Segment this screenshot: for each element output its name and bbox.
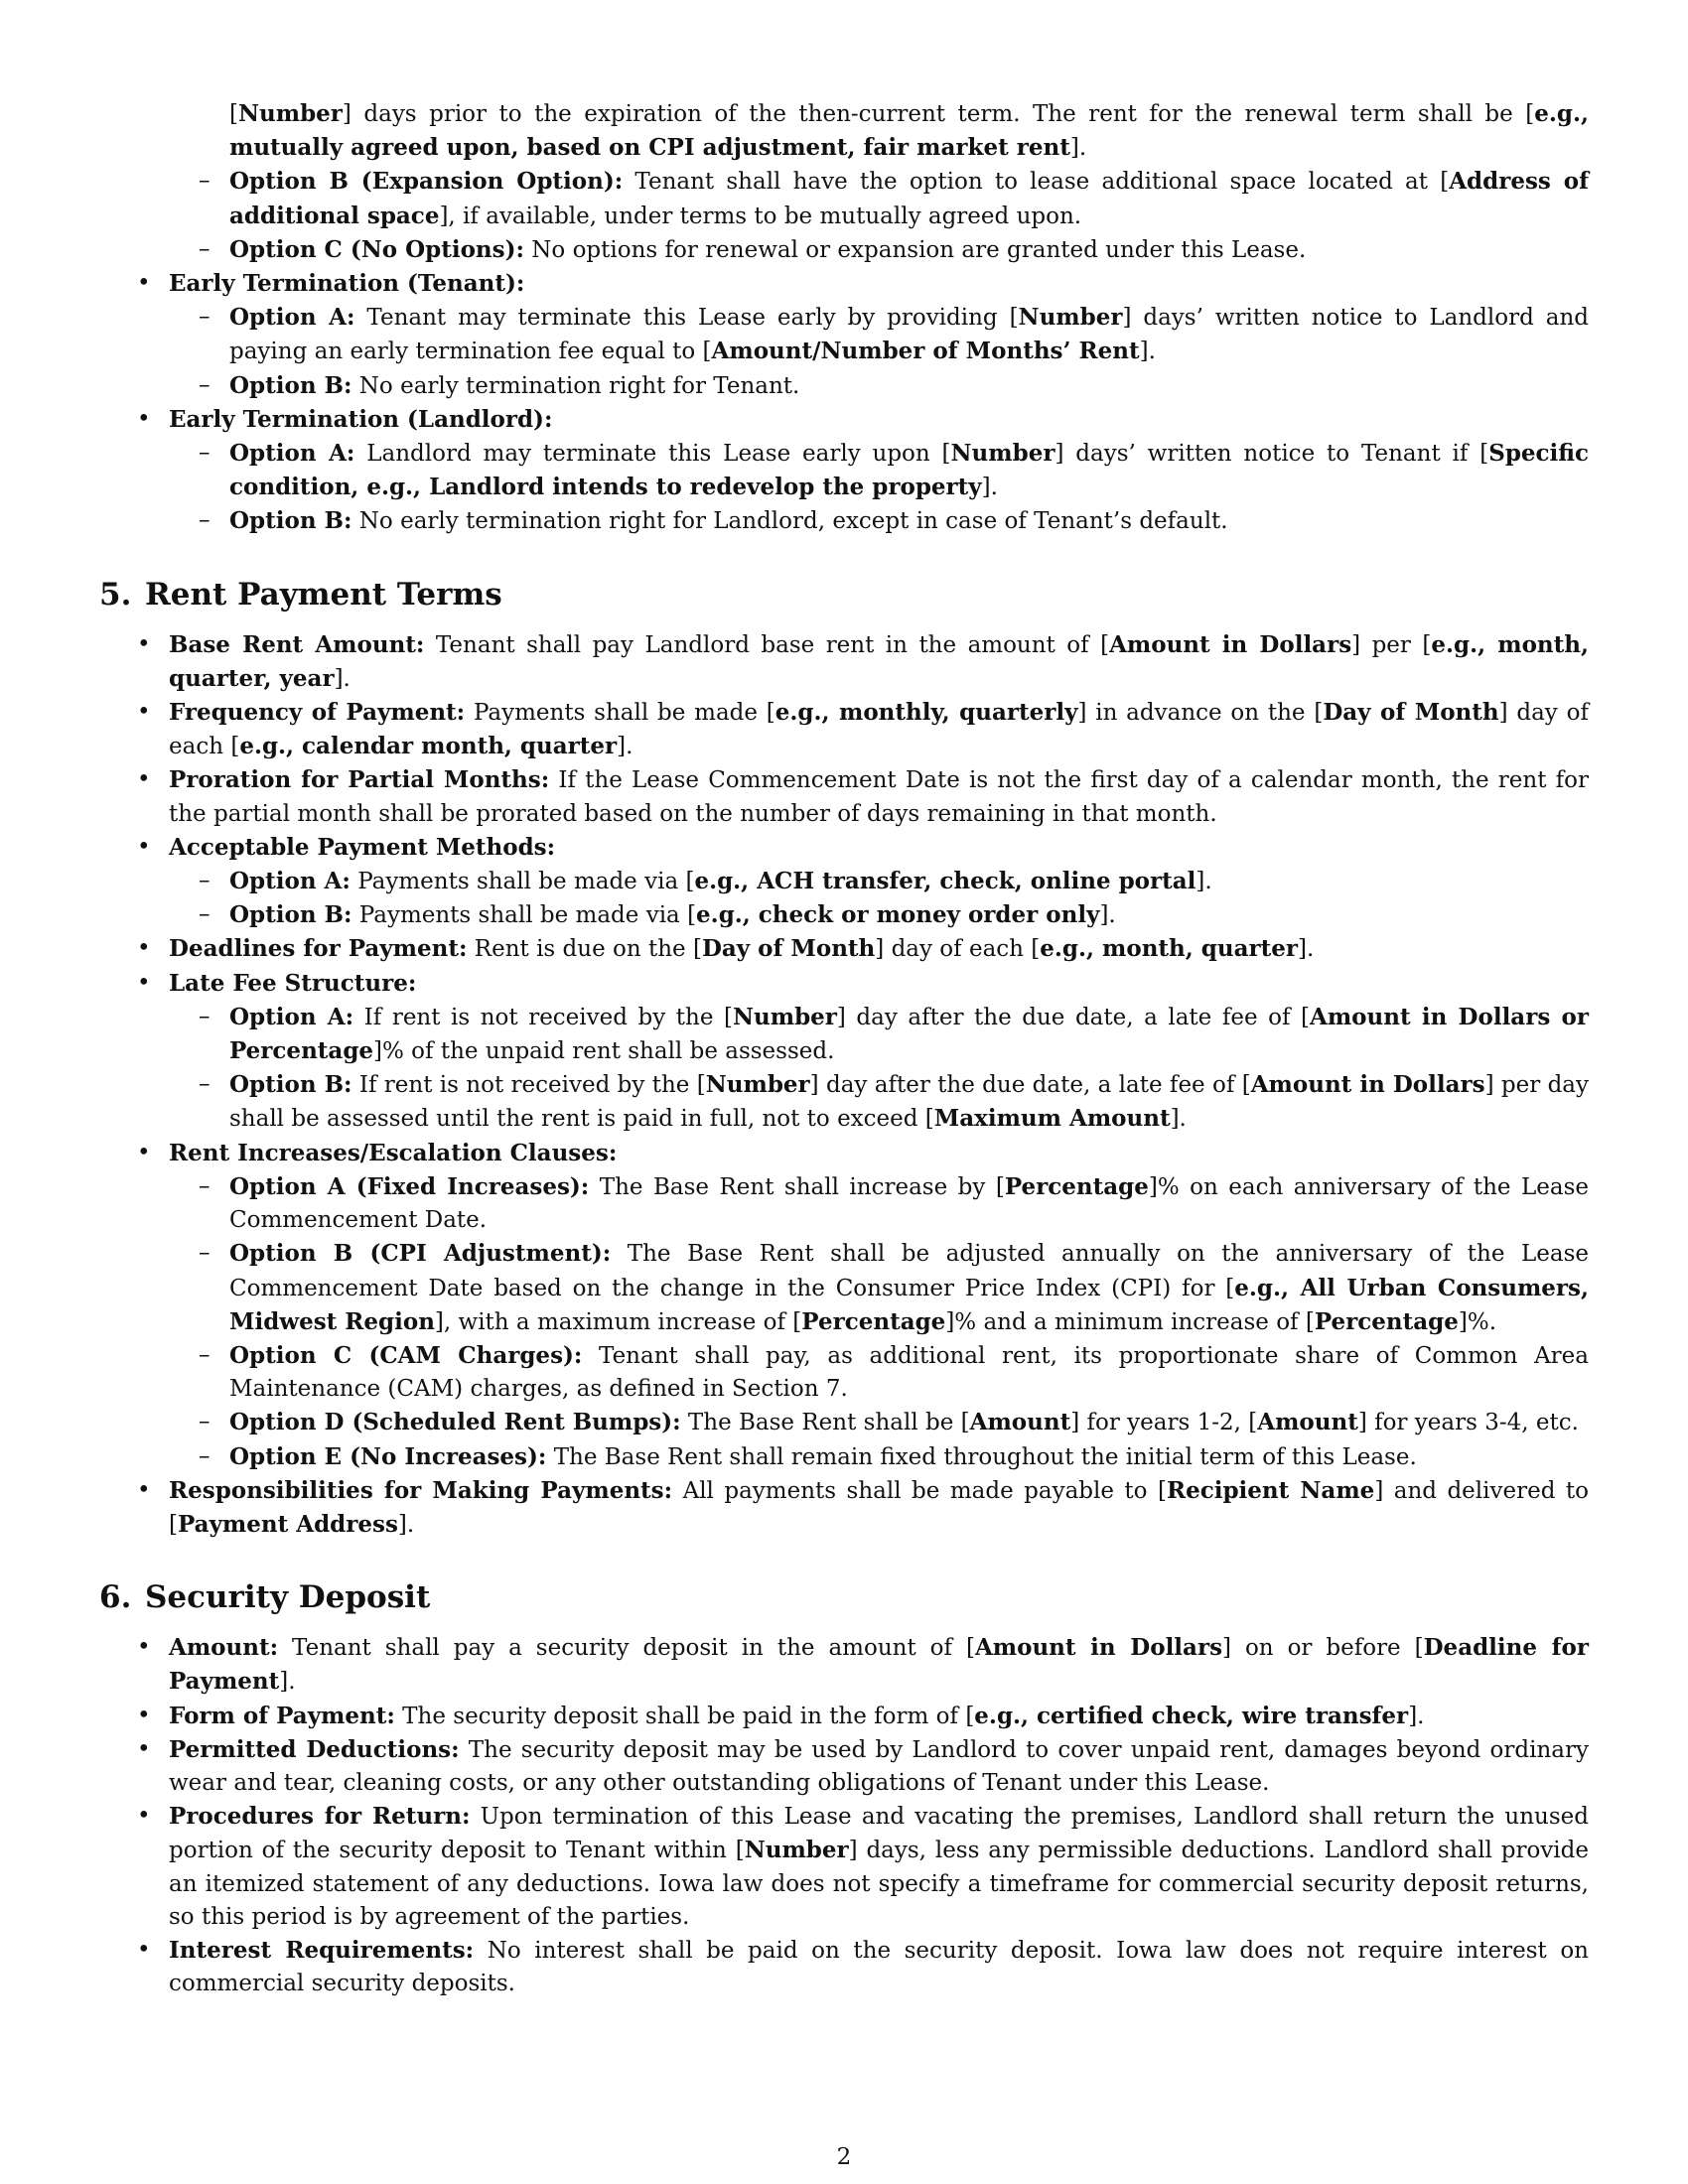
- bold-text: Amount:: [169, 1634, 279, 1662]
- text-run: ].: [1196, 869, 1212, 895]
- bold-text: Amount in Dollars: [1250, 1071, 1485, 1099]
- text-run: Payments shall be made via [: [350, 869, 695, 895]
- text-run: ].: [1099, 902, 1116, 929]
- bold-text: Day of Month: [701, 935, 876, 963]
- bold-text: Option B:: [229, 507, 352, 535]
- text-run: ], with a maximum increase of [: [434, 1308, 802, 1335]
- bold-text: e.g., certified check, wire transfer: [974, 1702, 1409, 1729]
- text-run: ] in advance on the [: [1077, 700, 1324, 727]
- termination-landlord: [99, 403, 1589, 539]
- bold-text: Deadline for Payment: [169, 1634, 1590, 1696]
- option-item: [169, 369, 1589, 403]
- text-run: ] per [: [1351, 631, 1432, 658]
- bold-text: Day of Month: [1323, 699, 1499, 727]
- bold-text: Amount in Dollars: [974, 1634, 1223, 1662]
- text-run: Tenant may terminate this Lease early by providing [: [354, 305, 1019, 332]
- list-item: [99, 628, 1589, 696]
- text-run: ].: [617, 734, 633, 760]
- text-run: ], if available, under terms to be mutually agreed upon.: [439, 203, 1082, 229]
- bold-text: Amount: [1257, 1409, 1358, 1436]
- bold-text: Number: [950, 440, 1055, 468]
- bold-text: Amount: [969, 1409, 1071, 1436]
- text-run: Tenant shall have the option to lease additional space located at [: [623, 169, 1450, 196]
- bold-text: Amount in Dollars or Percentage: [229, 1003, 1589, 1065]
- section-number: 5.: [99, 576, 132, 613]
- text-run: No options for renewal or expansion are granted under this Lease.: [523, 236, 1307, 263]
- text-run: If rent is not received by the [: [353, 1004, 733, 1030]
- continued-item: [99, 97, 1589, 267]
- section-title: Security Deposit: [145, 1579, 431, 1616]
- option-item: [169, 233, 1589, 267]
- bold-text: Option E (No Increases):: [229, 1442, 547, 1470]
- text-run: ] for years 3-4, etc.: [1357, 1410, 1579, 1436]
- bold-text: Percentage: [1314, 1307, 1459, 1335]
- text-run: ] for years 1-2, [: [1070, 1410, 1258, 1436]
- bold-text: Maximum Amount: [933, 1105, 1171, 1133]
- text-run: ] days prior to the expiration of the then-current term. The rent for the renewal term shall be [: [342, 101, 1535, 127]
- text-run: ] day after the due date, a late fee of [: [836, 1004, 1310, 1030]
- option-item: [169, 898, 1589, 932]
- text-run: ].: [1069, 135, 1087, 162]
- list-item: [99, 932, 1589, 966]
- text-run: ].: [981, 475, 998, 501]
- termination-tenant: [99, 267, 1589, 403]
- bold-text: e.g., ACH transfer, check, online portal: [694, 868, 1196, 895]
- text-run: Landlord may terminate this Lease early upon [: [354, 441, 951, 468]
- text-run: ].: [1170, 1106, 1187, 1133]
- text-run: Upon termination of this Lease and vacating the premises, Landlord shall return the unused portion of the security deposit to Tenant within [: [169, 1804, 1589, 1864]
- option-list: [169, 437, 1589, 539]
- text-run: The security deposit shall be paid in the form of [: [394, 1703, 975, 1729]
- bold-text: Number: [732, 1003, 837, 1030]
- text-run: ].: [334, 665, 351, 692]
- text-run: Rent is due on the [: [467, 936, 702, 963]
- list-item: [99, 763, 1589, 830]
- section-number: 6.: [99, 1579, 132, 1616]
- text-run: ] days, less any permissible deductions. Landlord shall provide an itemized statement of any deductions. Iowa law does not specify a timeframe for commercial security deposit returns, so this period is by agreement of the parties.: [169, 1838, 1590, 1930]
- bold-text: Address of additional space: [229, 168, 1590, 229]
- text-run: ] per day shall be assessed until the rent is paid in full, not to exceed [: [229, 1072, 1589, 1133]
- bold-text: e.g., mutually agreed upon, based on CPI adjustment, fair market rent: [229, 100, 1589, 162]
- option-list: [169, 1170, 1589, 1474]
- text-run: ] and delivered to [: [169, 1477, 1589, 1538]
- bold-text: Amount/Number of Months’ Rent: [711, 338, 1140, 365]
- bold-text: Number: [237, 100, 343, 127]
- text-run: ] on or before [: [1222, 1635, 1424, 1662]
- bold-text: Specific condition, e.g., Landlord intends to redevelop the property: [229, 440, 1589, 501]
- text-run: ] day of each [: [875, 936, 1041, 963]
- text-run: ] days’ written notice to Tenant if [: [1055, 441, 1489, 468]
- option-item: [169, 1237, 1589, 1339]
- bold-text: Option C (CAM Charges):: [229, 1341, 583, 1369]
- continued-list: [99, 97, 1589, 539]
- bold-text: Option A:: [229, 868, 351, 895]
- text-run: If rent is not received by the [: [352, 1072, 706, 1099]
- option-item: [169, 1440, 1589, 1474]
- bold-text: Payment Address: [177, 1510, 398, 1538]
- item-title: Early Termination (Tenant):: [169, 270, 525, 298]
- bold-text: Deadlines for Payment:: [169, 935, 468, 963]
- bold-text: Late Fee Structure:: [169, 969, 417, 997]
- text-run: Payments shall be made [: [465, 700, 775, 727]
- text-run: No early termination right for Landlord, except in case of Tenant’s default.: [352, 508, 1228, 535]
- section-5-list: [99, 628, 1589, 1542]
- bold-text: e.g., calendar month, quarter: [239, 733, 618, 760]
- text-run: No interest shall be paid on the security deposit. Iowa law does not require interest on commercial security deposits.: [169, 1937, 1589, 1997]
- list-item: [99, 1934, 1589, 2000]
- list-item: [99, 696, 1589, 763]
- bold-text: Responsibilities for Making Payments:: [169, 1476, 673, 1504]
- bold-text: Option B:: [229, 1071, 352, 1099]
- bold-text: e.g., month, quarter: [1040, 935, 1298, 963]
- text-run: If the Lease Commencement Date is not the first day of a calendar month, the rent for the partial month shall be prorated based on the number of days remaining in that month.: [169, 767, 1589, 827]
- bold-text: Form of Payment:: [169, 1702, 395, 1729]
- text-run: The security deposit may be used by Landlord to cover unpaid rent, damages beyond ordinary wear and tear, cleaning costs, or any other outstanding obligations of Tenant under this Lease.: [169, 1736, 1589, 1796]
- text-run: ].: [1139, 339, 1156, 365]
- bold-text: Option B:: [229, 901, 352, 929]
- option-item: [169, 1068, 1589, 1136]
- bold-text: Option B:: [229, 371, 352, 399]
- bold-text: Option A (Fixed Increases):: [229, 1172, 590, 1200]
- option-list: [169, 301, 1589, 403]
- text-run: Payments shall be made via [: [352, 902, 697, 929]
- bold-text: Option A:: [229, 1003, 354, 1030]
- text-run: All payments shall be made payable to [: [672, 1477, 1167, 1504]
- bold-text: Number: [744, 1837, 849, 1864]
- bold-text: Percentage: [1004, 1172, 1149, 1200]
- section-6-heading: [99, 1577, 1589, 1617]
- option-list: [169, 1001, 1589, 1137]
- text-run: ]%.: [1458, 1308, 1497, 1335]
- text-run: The Base Rent shall be adjusted annually on the anniversary of the Lease Commencement Date based on the change in the Consumer Price Index (CPI) for [: [229, 1241, 1589, 1301]
- text-run: The Base Rent shall increase by [: [589, 1173, 1005, 1200]
- option-item: [169, 1170, 1589, 1237]
- bold-text: Option D (Scheduled Rent Bumps):: [229, 1409, 681, 1436]
- text-run: ].: [279, 1669, 296, 1696]
- bold-text: Procedures for Return:: [169, 1803, 471, 1831]
- text-run: ]% of the unpaid rent shall be assessed.: [373, 1038, 835, 1065]
- text-run: ]% on each anniversary of the Lease Commencement Date.: [229, 1173, 1589, 1234]
- text-run: Tenant shall pay Landlord base rent in the amount of [: [424, 631, 1110, 658]
- option-item: [169, 1406, 1589, 1439]
- bold-text: Amount in Dollars: [1109, 630, 1352, 658]
- option-list: [169, 865, 1589, 932]
- option-item: [169, 865, 1589, 898]
- text-run: Tenant shall pay, as additional rent, its proportionate share of Common Area Maintenance (CAM) charges, as defined in Section 7.: [229, 1342, 1589, 1403]
- list-item: [99, 1700, 1589, 1733]
- bold-text: Proration for Partial Months:: [169, 766, 550, 794]
- bold-text: Percentage: [801, 1307, 946, 1335]
- section-title: Rent Payment Terms: [145, 576, 502, 613]
- bold-text: Option A:: [229, 304, 355, 332]
- bold-text: Frequency of Payment:: [169, 699, 466, 727]
- text-run: [: [229, 101, 238, 127]
- item-title: Early Termination (Landlord):: [169, 405, 553, 433]
- renewal-options-list: [169, 97, 1589, 267]
- bold-text: Base Rent Amount:: [169, 630, 425, 658]
- bold-text: e.g., check or money order only: [696, 901, 1100, 929]
- list-item: [99, 831, 1589, 933]
- option-item: [169, 301, 1589, 368]
- list-item: [99, 1474, 1589, 1542]
- bold-text: Option B (Expansion Option):: [229, 168, 624, 196]
- list-item: [99, 1800, 1589, 1934]
- bold-text: Recipient Name: [1166, 1476, 1375, 1504]
- bold-text: e.g., month, quarter, year: [169, 630, 1590, 692]
- bold-text: Option C (No Options):: [229, 235, 524, 263]
- bold-text: Rent Increases/Escalation Clauses:: [169, 1139, 618, 1166]
- text-run: ]% and a minimum increase of [: [945, 1308, 1315, 1335]
- bold-text: e.g., monthly, quarterly: [774, 699, 1078, 727]
- page-number: 2: [836, 2144, 852, 2170]
- text-run: ].: [1408, 1703, 1425, 1729]
- list-item: [99, 1733, 1589, 1800]
- text-run: ] day of each [: [169, 700, 1589, 760]
- text-run: Tenant shall pay a security deposit in the amount of [: [278, 1635, 975, 1662]
- bold-text: Acceptable Payment Methods:: [169, 833, 556, 861]
- option-item: [169, 1339, 1589, 1406]
- section-5-heading: [99, 575, 1589, 614]
- text-run: The Base Rent shall be [: [680, 1410, 970, 1436]
- text-run: No early termination right for Tenant.: [352, 372, 800, 399]
- bold-text: Option A:: [229, 440, 355, 468]
- section-6-list: [99, 1631, 1589, 2000]
- text-run: ] days’ written notice to Landlord and paying an early termination fee equal to [: [229, 305, 1589, 365]
- bold-text: e.g., All Urban Consumers, Midwest Region: [229, 1274, 1589, 1335]
- list-item: [99, 1631, 1589, 1699]
- bold-text: Number: [1018, 304, 1123, 332]
- bold-text: Number: [705, 1071, 810, 1099]
- option-item: [169, 165, 1589, 232]
- list-item: [99, 967, 1589, 1137]
- bold-text: Option B (CPI Adjustment):: [229, 1240, 612, 1268]
- bold-text: Permitted Deductions:: [169, 1735, 460, 1763]
- list-item: [99, 1137, 1589, 1474]
- option-item: [169, 437, 1589, 504]
- text-run: The Base Rent shall remain fixed throughout the initial term of this Lease.: [546, 1443, 1417, 1470]
- bold-text: Interest Requirements:: [169, 1936, 475, 1964]
- text-run: ] day after the due date, a late fee of [: [809, 1072, 1251, 1099]
- option-item: [169, 504, 1589, 538]
- option-item: [169, 1001, 1589, 1068]
- renewal-text-continued: [169, 97, 1589, 165]
- text-run: ].: [1298, 936, 1315, 963]
- text-run: ].: [397, 1511, 415, 1538]
